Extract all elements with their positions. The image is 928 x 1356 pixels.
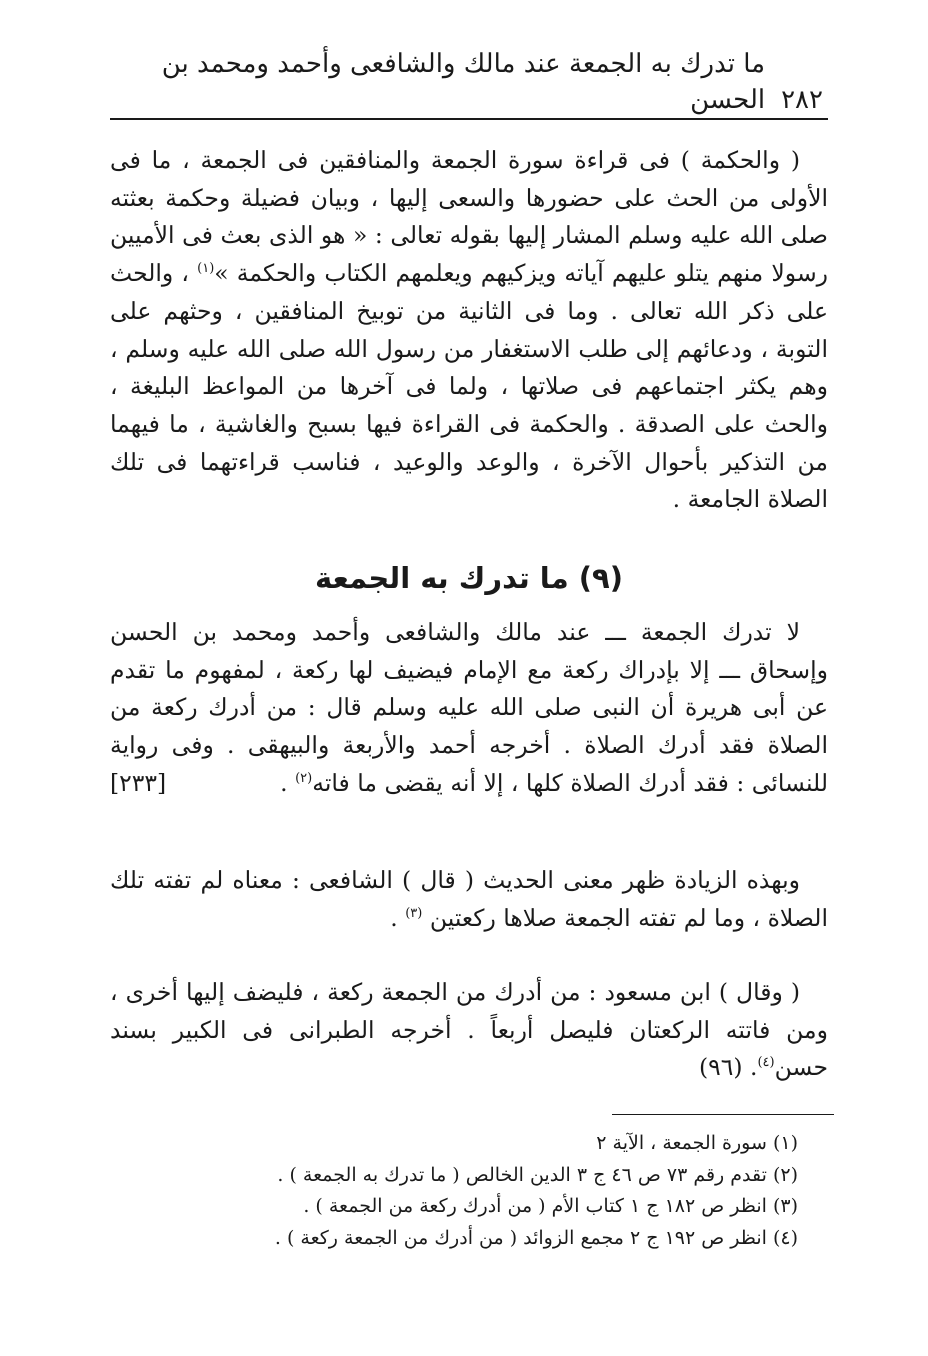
running-title: ما تدرك به الجمعة عند مالك والشافعى وأحمد ومحمد بن الحسن [161,49,766,115]
page-number: ٢٨٢ [781,85,823,115]
footnote-marker-2: (٢) [295,770,313,786]
main-text-a: لا تدرك الجمعة ـــ عند مالك والشافعى وأحمد ومحمد بن الحسن وإسحاق ـــ إلا بإدراك ركعة مع الإمام فيضيف لها ركعة ، لمفهوم ما تقدم عن أبى هريرة أن النبى صلى الله عليه وسلم قال : من أدرك ركعة من الصلاة فقد أدرك الصلاة . أخرجه أحمد والأربعة والبيهقى . وفى رواية للنسائى : فقد أدرك الصلاة كلها ، إلا أنه يقضى ما فاته [110,618,828,797]
footnote-marker-3: (٣) [405,905,423,921]
footnotes [150,1128,798,1254]
footnote-1: (١) سورة الجمعة ، الآية ٢ [596,1132,798,1154]
intro-text-a: ( والحكمة ) فى قراءة سورة الجمعة والمنافقين فى الجمعة ، ما فى الأولى من الحث على حضورها والسعى إليها ، وبيان فضيلة وحكمة بعثته صلى الله عليه وسلم المشار إليها بقوله تعالى : « هو الذى بعث فى الأميين رسولا منهم يتلو عليهم آياته ويزكيهم ويعلمهم الكتاب والحكمة » [110,146,828,288]
masud-reference: . (٩٦) [698,1053,758,1082]
ibn-masud-paragraph [110,974,828,1087]
header-rule [110,118,828,120]
running-header [110,49,823,118]
intro-paragraph [110,142,828,519]
footnote-marker-1: (١) [197,261,215,277]
footnote-4: (٤) انظر ص ١٩٢ ج ٢ مجمع الزوائد ( من أدرك من الجمعة ركعة ) . [274,1226,798,1249]
shafii-paragraph [110,862,828,937]
footnote-3: (٣) انظر ص ١٨٢ ج ١ كتاب الأم ( من أدرك ركعة من الجمعة ) . [303,1195,798,1217]
shafii-end: . [390,903,398,932]
footnote-2: (٢) تقدم رقم ٧٣ ص ٤٦ ج ٣ الدين الخالص ( ما تدرك به الجمعة ) . [277,1163,798,1186]
section-heading: (٩) ما تدرك به الجمعة [315,561,623,595]
intro-text-b: ، والحث على ذكر الله تعالى . وما فى الثانية من توبيخ المنافقين ، وحثهم على التوبة ، ودعائهم إلى طلب الاستغفار من رسول الله صلى الله عليه وسلم ، وهم يكثر اجتماعهم فى صلاتها ، ولما فى آخرها من المواعظ البليغة ، والحث على الصدقة . والحكمة فى القراءة فيها بسبح والغاشية ، ما فيهما من التذكير بأحوال الآخرة ، والوعد والوعيد ، فناسب قراءتهما فى تلك الصلاة الجامعة . [110,259,828,514]
main-paragraph: لا تدرك الجمعة ـــ عند مالك والشافعى وأحمد ومحمد بن الحسن وإسحاق ـــ إلا بإدراك ركعة مع الإمام فيضيف لها ركعة ، لمفهوم ما تقدم عن أبى هريرة أن النبى صلى الله عليه وسلم قال : من أدرك ركعة من الصلاة فقد أدرك الصلاة . أخرجه أحمد والأربعة والبيهقى . وفى رواية للنسائى : فقد أدرك الصلاة كلها ، إلا أنه يقضى ما فاته$^{(٢)}$ . [٢٣٣] [110,614,828,803]
footnote-separator [612,1114,834,1115]
hadith-reference-number: [٢٣٣] [110,768,167,797]
footnote-marker-4: (٤) [757,1055,775,1071]
shafii-text: وبهذه الزيادة ظهر معنى الحديث ( قال ) الشافعى : معناه لم تفته تلك الصلاة ، وما لم تفته الجمعة صلاها ركعتين [110,866,828,932]
masud-text: ( وقال ) ابن مسعود : من أدرك من الجمعة ركعة ، فليضف إليها أخرى ، ومن فاتته الركعتان فليصل أربعاً . أخرجه الطبرانى فى الكبير بسند حسن [110,978,828,1082]
